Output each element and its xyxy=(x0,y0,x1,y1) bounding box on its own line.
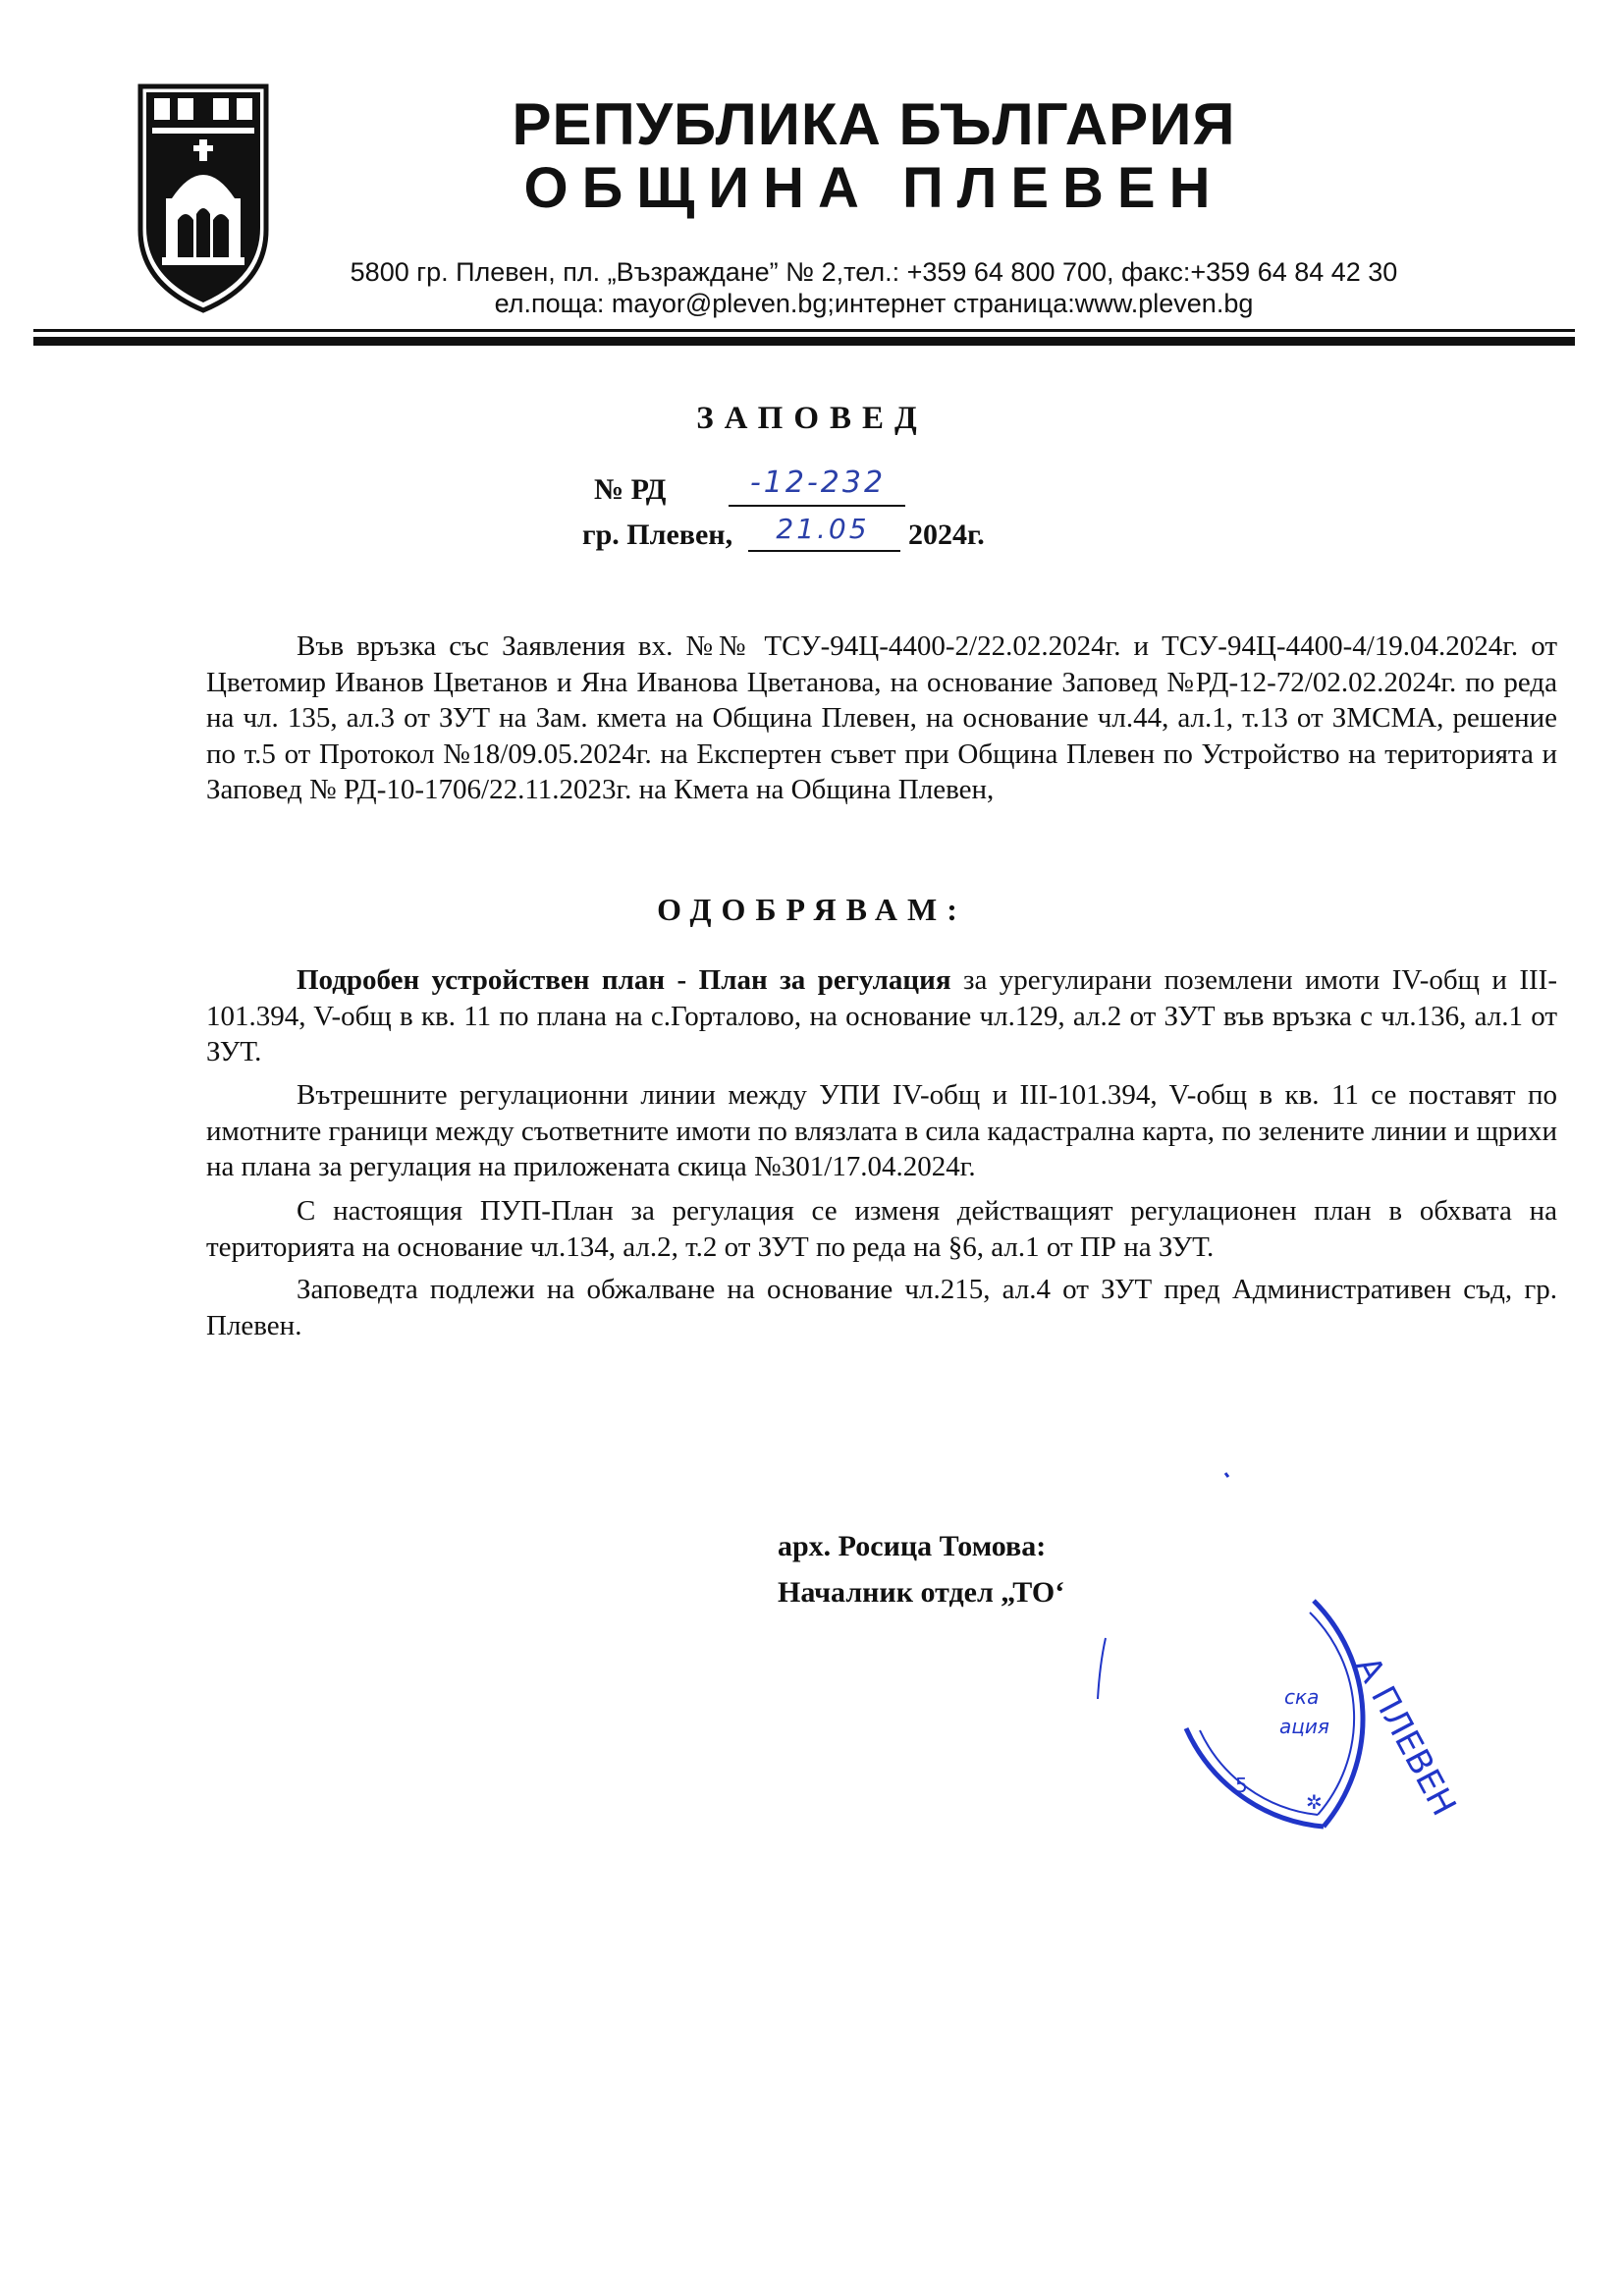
date-underline xyxy=(748,550,900,552)
city-label: гр. Плевен, xyxy=(582,519,733,551)
document-title: ЗАПОВЕД xyxy=(696,401,928,436)
municipality-heading: ОБЩИНА ПЛЕВЕН xyxy=(523,156,1224,220)
address-line: 5800 гр. Плевен, пл. „Възраждане” № 2,тел.: +359 64 800 700, факс:+359 64 84 42 30 xyxy=(350,257,1398,287)
order-number-underline xyxy=(729,505,905,507)
date-handwritten: 21.05 xyxy=(776,513,870,545)
pleven-crest-icon xyxy=(135,82,272,314)
intro-paragraph: Във връзка със Заявления вх. №№ ТСУ-94Ц-4400-2/22.02.2024г. и ТСУ-94Ц-4400-4/19.04.2024г. от Цветомир Иванов Цветанов и Яна Иванова Цветанова, на основание Заповед №РД-12-72/02.02.2024г. по реда на чл. 135, ал.3 от ЗУТ на Зам. кмета на Община Плевен, на основание чл.44, ал.1, т.13 от ЗМСМА, решение по т.5 от Протокол №18/09.05.2024г. на Експертен съвет при Община Плевен по Устройство на територията и Заповед № РД-10-1706/22.11.2023г. на Кмета на Община Плевен, xyxy=(206,630,1557,805)
stamp-star-icon: ✲ xyxy=(1306,1790,1323,1814)
signatory-role: Началник отдел „ТО‘ xyxy=(778,1576,1065,1609)
paragraph-appeal: Заповедта подлежи на обжалване на основание чл.215, ал.4 от ЗУТ пред Административен съд, гр. Плевен. xyxy=(206,1274,1557,1341)
header-divider-thick xyxy=(33,337,1575,346)
header-divider-thin xyxy=(33,329,1575,332)
approve-heading: ОДОБРЯВАМ: xyxy=(657,892,967,927)
stamp-number: 5 xyxy=(1235,1774,1248,1797)
stamp-inner-text-2: ация xyxy=(1279,1715,1329,1738)
official-stamp-icon xyxy=(1078,1444,1464,1856)
paragraph-amendment: С настоящия ПУП-План за регулация се изменя действащият регулационен план в обхвата на територията на основание чл.134, ал.2, т.2 от ЗУТ по реда на §6, ал.1 от ПР на ЗУТ. xyxy=(206,1195,1557,1263)
plan-text: за урегулирани поземлени имоти IV-общ и III-101.394, V-общ в кв. 11 по плана на с.Горталово, на основание чл.129, ал.2 от ЗУТ във връзка с чл.136, ал.1 от ЗУТ. xyxy=(206,964,1557,1067)
signatory-name: арх. Росица Томова: xyxy=(778,1530,1047,1562)
year-label: 2024г. xyxy=(908,519,985,551)
paragraph-plan xyxy=(206,962,1557,1070)
order-number-handwritten: -12-232 xyxy=(749,465,887,500)
paragraph-regulation-lines: Вътрешните регулационни линии между УПИ IV-общ и III-101.394, V-общ в кв. 11 се поставят по имотните граници между съответните имоти по влязлата в сила кадастрална карта, по зелените линии и щрихи на плана за регулация на приложената скица №301/17.04.2024г. xyxy=(206,1079,1557,1182)
plan-title-bold: Подробен устройствен план - План за регулация xyxy=(297,964,951,996)
contacts-line: ел.поща: mayor@pleven.bg;интернет страница:www.pleven.bg xyxy=(494,289,1254,318)
order-number-label: № РД xyxy=(594,473,667,506)
stamp-text: А ПЛЕВЕН xyxy=(1347,1650,1464,1823)
country-heading: РЕПУБЛИКА БЪЛГАРИЯ xyxy=(512,91,1236,157)
stamp-inner-text-1: ска xyxy=(1284,1685,1320,1709)
